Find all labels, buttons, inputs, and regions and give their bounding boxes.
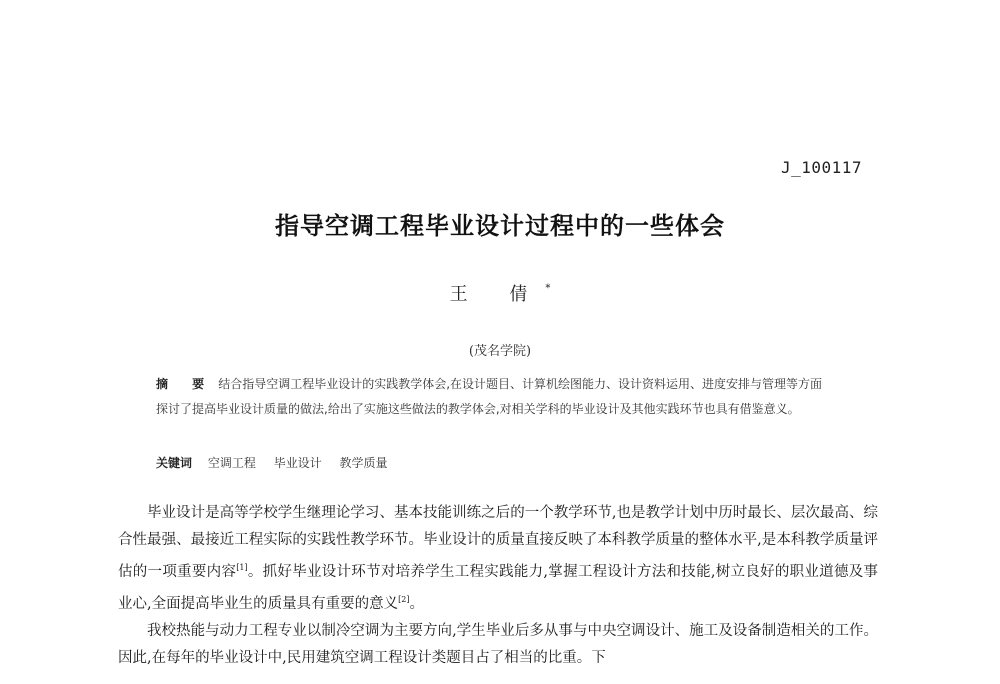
author-affiliation: (茂名学院) (468, 344, 532, 359)
paragraph-text: 我校热能与动力工程专业以制冷空调为主要方向,学生毕业后多从事与中央空调设计、施工及设备制造相关的工作。因此,在每年的毕业设计中,民用建筑空调工程设计类题目占了相当的比重。下 (118, 622, 878, 666)
paragraph (118, 618, 878, 672)
paragraph (118, 500, 878, 618)
keyword: 教学质量 (339, 456, 388, 470)
author-line (0, 280, 1000, 306)
keyword: 毕业设计 (273, 456, 322, 470)
author-name: 王 倩 (449, 284, 546, 305)
paragraph-text: 毕业设计是高等学校学生继理论学习、基本技能训练之后的一个教学环节,也是教学计划中历时最长、层次最高、综合性最强、最接近工程实际的实践性教学环节。毕业设计的质量直接反映了本科教学质量的整体水平,是本科教学质量评估的一项重要内容 (118, 505, 878, 580)
keywords-label: 关键词 (156, 456, 193, 470)
author-footnote-mark: * (545, 283, 551, 294)
paragraph-text: 。抓好毕业设计环节对培养学生工程实践能力,掌握工程设计方法和技能,树立良好的职业道德及事业心,全面提高毕业生的质量具有重要的意义 (118, 563, 879, 612)
citation-ref: [2] (398, 594, 410, 604)
paper-title: 指导空调工程毕业设计过程中的一些体会 (275, 212, 725, 240)
abstract-label: 摘 要 (156, 377, 215, 391)
paragraph-text: 。 (409, 595, 424, 612)
keyword: 空调工程 (207, 456, 256, 470)
keywords (156, 454, 832, 471)
abstract (156, 372, 832, 422)
body-text (118, 500, 878, 672)
citation-ref: [1] (236, 563, 248, 572)
document-id: J_100117 (780, 158, 862, 177)
abstract-text: 结合指导空调工程毕业设计的实践教学体会,在设计题目、计算机绘图能力、设计资料运用、进度安排与管理等方面探讨了提高毕业设计质量的做法,给出了实施这些做法的教学体会,对相关学科的毕业设计及其他实践环节也具有借鉴意义。 (156, 377, 823, 416)
